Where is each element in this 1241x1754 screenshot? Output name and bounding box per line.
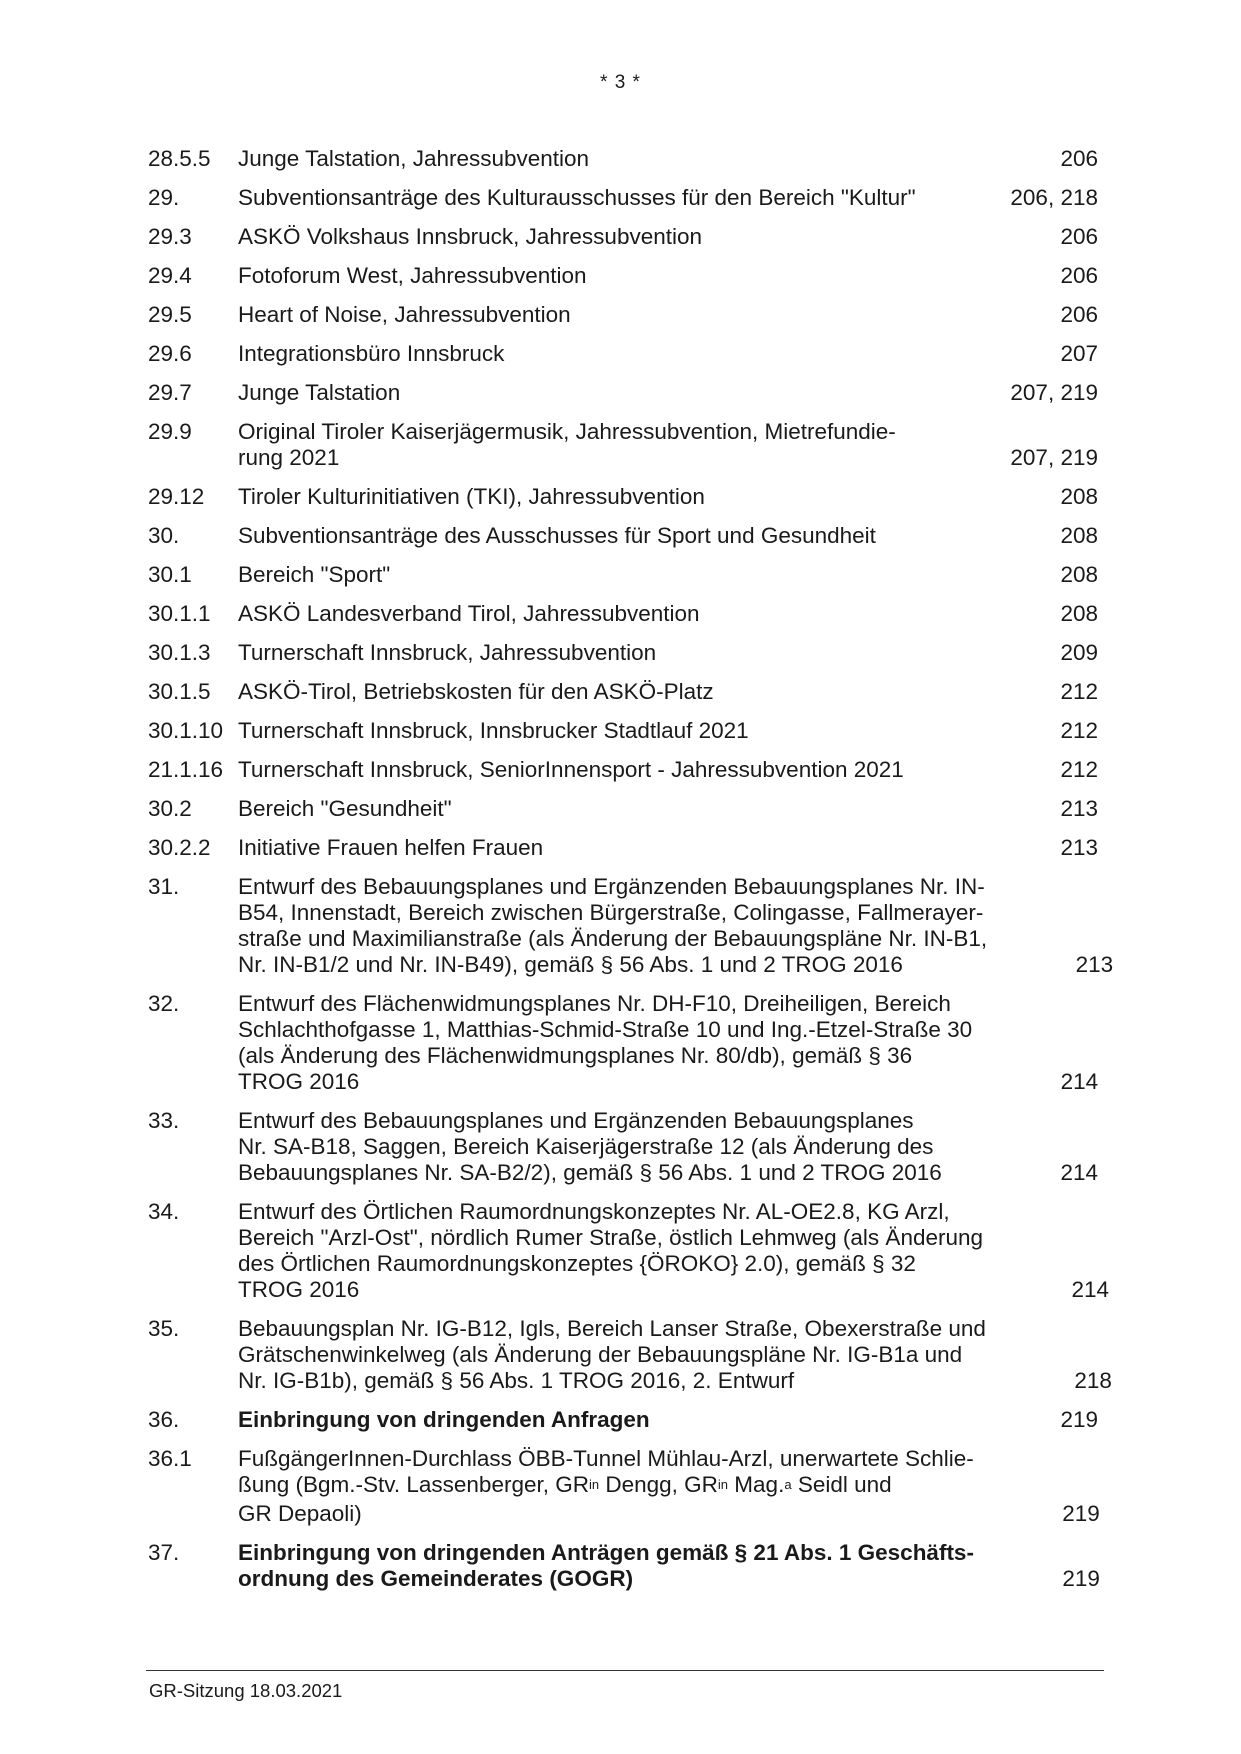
toc-entry-title-line: Entwurf des Örtlichen Raumordnungskonzeptes Nr. AL-OE2.8, KG Arzl, <box>238 1199 950 1224</box>
toc-entry-title <box>238 1199 999 1303</box>
toc-entry-page: 214 <box>1060 1069 1099 1094</box>
toc-entry-title-line: ASKÖ-Tirol, Betriebskosten für den ASKÖ-Platz <box>238 679 714 704</box>
toc-entry-title-line: FußgängerInnen-Durchlass ÖBB-Tunnel Mühlau-Arzl, unerwartete Schlie- <box>238 1446 974 1471</box>
toc-entry-title-line: Entwurf des Flächenwidmungsplanes Nr. DH-F10, Dreiheiligen, Bereich <box>238 991 951 1016</box>
toc-entry-page: 213 <box>1060 796 1098 821</box>
toc-entry <box>148 185 1098 211</box>
toc-entry <box>148 562 1098 588</box>
toc-entry-number: 30.2 <box>148 796 192 821</box>
toc-entry-title-line: Original Tiroler Kaiserjägermusik, Jahressubvention, Mietrefundie- <box>238 419 896 444</box>
toc-entry <box>148 341 1098 367</box>
toc-entry-page: 212 <box>1060 718 1098 743</box>
toc-entry-number: 29. <box>148 185 180 210</box>
toc-entry-number: 30.2.2 <box>148 835 211 860</box>
toc-entry-page: 206, 218 <box>1010 185 1098 210</box>
toc-entry-title-line: Bebauungsplan Nr. IG-B12, Igls, Bereich Lanser Straße, Obexerstraße und <box>238 1316 986 1341</box>
toc-entry-page: 206 <box>1060 224 1098 249</box>
toc-entry-title <box>238 562 988 588</box>
toc-entry <box>148 1446 1098 1527</box>
superscript-text: a <box>784 1477 792 1492</box>
toc-entry-title <box>238 874 1003 978</box>
toc-entry-page: 206 <box>1060 263 1098 288</box>
toc-entry-title-line: Junge Talstation, Jahressubvention <box>238 146 590 171</box>
toc-entry-title-line: Heart of Noise, Jahressubvention <box>238 302 571 327</box>
toc-entry-number: 31. <box>148 874 180 899</box>
toc-entry <box>148 796 1098 822</box>
toc-entry-title <box>238 1316 1002 1394</box>
toc-entry-number: 35. <box>148 1316 180 1341</box>
toc-entry <box>148 146 1098 172</box>
toc-entry-title-line: Nr. SA-B18, Saggen, Bereich Kaiserjägerstraße 12 (als Änderung des <box>238 1134 934 1159</box>
toc-entry-title <box>238 185 988 211</box>
toc-entry-page: 209 <box>1060 640 1098 665</box>
toc-entry-page: 219 <box>1062 1501 1100 1526</box>
toc-entry-title-line: Schlachthofgasse 1, Matthias-Schmid-Straße 10 und Ing.-Etzel-Straße 30 <box>238 1017 973 1042</box>
toc-entry-page: 208 <box>1060 601 1098 626</box>
toc-entry-title-line: Nr. IN-B1/2 und Nr. IN-B49), gemäß § 56 Abs. 1 und 2 TROG 2016 <box>238 952 903 977</box>
toc-entry-title-line: Turnerschaft Innsbruck, Jahressubvention <box>238 640 657 665</box>
toc-entry-title <box>238 1407 988 1433</box>
superscript-text: in <box>717 1477 729 1492</box>
toc-entry-page: 208 <box>1060 562 1098 587</box>
toc-entry <box>148 640 1098 666</box>
toc-entry <box>148 1316 1112 1394</box>
toc-entry-title <box>238 757 988 783</box>
toc-entry <box>148 419 1098 471</box>
toc-entry-title-line: Fotoforum West, Jahressubvention <box>238 263 587 288</box>
toc-entry-number: 29.12 <box>148 484 205 509</box>
toc-entry-title-line: Subventionsanträge des Ausschusses für Sport und Gesundheit <box>238 523 876 548</box>
toc-entry-title-line: (als Änderung des Flächenwidmungsplanes Nr. 80/db), gemäß § 36 <box>238 1043 913 1068</box>
toc-entry-number: 29.4 <box>148 263 192 288</box>
toc-entry-page: 214 <box>1071 1277 1110 1302</box>
toc-entry-number: 32. <box>148 991 180 1016</box>
toc-entry-title-line: Junge Talstation <box>238 380 401 405</box>
toc-entry-page: 208 <box>1060 484 1098 509</box>
toc-entry-title <box>238 146 988 172</box>
toc-entry <box>148 718 1098 744</box>
footer-divider <box>146 1670 1104 1671</box>
toc-entry-title <box>238 523 988 549</box>
toc-entry-number: 28.5.5 <box>148 146 211 171</box>
toc-entry-number: 36. <box>148 1407 180 1432</box>
toc-entry-number: 33. <box>148 1108 180 1133</box>
toc-entry-number: 30.1.3 <box>148 640 211 665</box>
toc-entry-number: 30.1.10 <box>148 718 224 743</box>
toc-entry-number: 29.3 <box>148 224 192 249</box>
toc-entry-title-line: straße und Maximilianstraße (als Änderung der Bebauungspläne Nr. IN-B1, <box>238 926 988 951</box>
toc-entry-title <box>238 1540 990 1592</box>
toc-entry-number: 21.1.16 <box>148 757 224 782</box>
toc-entry-number: 29.7 <box>148 380 192 405</box>
toc-entry-title-line: Tiroler Kulturinitiativen (TKI), Jahressubvention <box>238 484 705 509</box>
toc-entry-title-line <box>238 1472 974 1501</box>
toc-entry <box>148 601 1098 627</box>
toc-entry-page: 219 <box>1060 1407 1098 1432</box>
toc-entry-title-line: Einbringung von dringenden Anfragen <box>238 1407 650 1432</box>
toc-entry-title-line: Bereich "Gesundheit" <box>238 796 452 821</box>
toc-entry-page: 208 <box>1060 523 1098 548</box>
toc-entry <box>148 380 1098 406</box>
toc-entry-title-line: TROG 2016 <box>238 1069 360 1094</box>
toc-entry-number: 29.9 <box>148 419 192 444</box>
toc-entry-title-line: B54, Innenstadt, Bereich zwischen Bürgerstraße, Colingasse, Fallmerayer- <box>238 900 984 925</box>
title-segment: Mag. <box>728 1472 785 1497</box>
toc-entry <box>148 991 1098 1095</box>
toc-entry-page: 212 <box>1060 757 1098 782</box>
toc-entry-title <box>238 601 988 627</box>
toc-entry-title-line: des Örtlichen Raumordnungskonzeptes {ÖROKO} 2.0), gemäß § 32 <box>238 1251 916 1276</box>
toc-entry-title-line: Entwurf des Bebauungsplanes und Ergänzenden Bebauungsplanes <box>238 1108 914 1133</box>
toc-entry <box>148 1108 1098 1186</box>
toc-entry-page: 214 <box>1060 1160 1098 1185</box>
toc-entry-title-line: Initiative Frauen helfen Frauen <box>238 835 544 860</box>
toc-entry-title <box>238 796 988 822</box>
toc-entry <box>148 263 1098 289</box>
toc-entry-title <box>238 1446 990 1527</box>
toc-entry <box>148 835 1098 861</box>
toc-entry-title <box>238 484 988 510</box>
toc-entry-number: 30.1.5 <box>148 679 211 704</box>
toc-entry-title-line: ordnung des Gemeinderates (GOGR) <box>238 1566 634 1591</box>
toc-entry-title <box>238 224 988 250</box>
toc-entry-title-line: Bebauungsplanes Nr. SA-B2/2), gemäß § 56 Abs. 1 und 2 TROG 2016 <box>238 1160 942 1185</box>
toc-entry-title <box>238 640 988 666</box>
toc-entry-title-line: Integrationsbüro Innsbruck <box>238 341 505 366</box>
toc-entry <box>148 224 1098 250</box>
toc-entry-title-line: Grätschenwinkelweg (als Änderung der Bebauungspläne Nr. IG-B1a und <box>238 1342 963 1367</box>
toc-entry-title-line: Nr. IG-B1b), gemäß § 56 Abs. 1 TROG 2016, 2. Entwurf <box>238 1368 795 1393</box>
toc-entry-title <box>238 679 988 705</box>
toc-entry-title <box>238 1108 988 1186</box>
toc-entry <box>148 302 1098 328</box>
title-segment: ßung (Bgm.-Stv. Lassenberger, GR <box>238 1472 589 1497</box>
table-of-contents <box>148 146 1114 1605</box>
toc-entry-number: 29.6 <box>148 341 192 366</box>
toc-entry-page: 212 <box>1060 679 1098 704</box>
toc-entry-page: 206 <box>1060 146 1098 171</box>
title-segment: Seidl und <box>791 1472 892 1497</box>
toc-entry-title <box>238 302 988 328</box>
toc-entry-title-line: Entwurf des Bebauungsplanes und Ergänzenden Bebauungsplanes Nr. IN- <box>238 874 985 899</box>
toc-entry-title-line: Turnerschaft Innsbruck, SeniorInnensport - Jahressubvention 2021 <box>238 757 904 782</box>
toc-entry-number: 30.1.1 <box>148 601 211 626</box>
toc-entry-number: 37. <box>148 1540 180 1565</box>
toc-entry-title-line: Subventionsanträge des Kulturausschusses für den Bereich "Kultur" <box>238 185 916 210</box>
toc-entry <box>148 1199 1110 1303</box>
toc-entry-number: 30.1 <box>148 562 192 587</box>
toc-entry-title <box>238 263 988 289</box>
toc-entry-title-line: TROG 2016 <box>238 1277 360 1302</box>
toc-entry-page: 207, 219 <box>1010 445 1098 470</box>
toc-entry-number: 29.5 <box>148 302 192 327</box>
toc-entry-page: 213 <box>1060 835 1098 860</box>
toc-entry <box>148 484 1098 510</box>
toc-entry-title-line: Bereich "Sport" <box>238 562 391 587</box>
toc-entry <box>148 1407 1098 1433</box>
toc-entry <box>148 757 1098 783</box>
superscript-text: in <box>588 1477 600 1492</box>
toc-entry-title-line: rung 2021 <box>238 445 340 470</box>
toc-entry <box>148 679 1098 705</box>
toc-entry-page: 219 <box>1062 1566 1100 1591</box>
toc-entry-title-line: ASKÖ Landesverband Tirol, Jahressubvention <box>238 601 700 626</box>
toc-entry-title <box>238 341 988 367</box>
toc-entry-page: 213 <box>1075 952 1114 977</box>
toc-entry <box>148 874 1114 978</box>
toc-entry-title-line: GR Depaoli) <box>238 1501 362 1526</box>
toc-entry-number: 30. <box>148 523 180 548</box>
toc-entry-page: 218 <box>1074 1368 1112 1393</box>
toc-entry-page: 207 <box>1060 341 1098 366</box>
footer-session-date: GR-Sitzung 18.03.2021 <box>149 1680 343 1701</box>
toc-entry <box>148 523 1098 549</box>
toc-entry-title <box>238 991 988 1095</box>
toc-entry-title <box>238 380 988 406</box>
toc-entry-number: 34. <box>148 1199 180 1224</box>
title-segment: Dengg, GR <box>599 1472 718 1497</box>
toc-entry-number: 36.1 <box>148 1446 192 1471</box>
toc-entry-title-line: Turnerschaft Innsbruck, Innsbrucker Stadtlauf 2021 <box>238 718 749 743</box>
toc-entry-page: 206 <box>1060 302 1098 327</box>
toc-entry-title-line: Bereich "Arzl-Ost", nördlich Rumer Straße, östlich Lehmweg (als Änderung <box>238 1225 984 1250</box>
toc-entry <box>148 1540 1098 1592</box>
page-number: * 3 * <box>600 72 641 93</box>
toc-entry-title <box>238 835 988 861</box>
toc-entry-title-line: Einbringung von dringenden Anträgen gemäß § 21 Abs. 1 Geschäfts- <box>238 1540 974 1565</box>
toc-entry-page: 207, 219 <box>1010 380 1098 405</box>
toc-entry-title-line: ASKÖ Volkshaus Innsbruck, Jahressubvention <box>238 224 703 249</box>
toc-entry-title <box>238 718 988 744</box>
toc-entry-title <box>238 419 988 471</box>
